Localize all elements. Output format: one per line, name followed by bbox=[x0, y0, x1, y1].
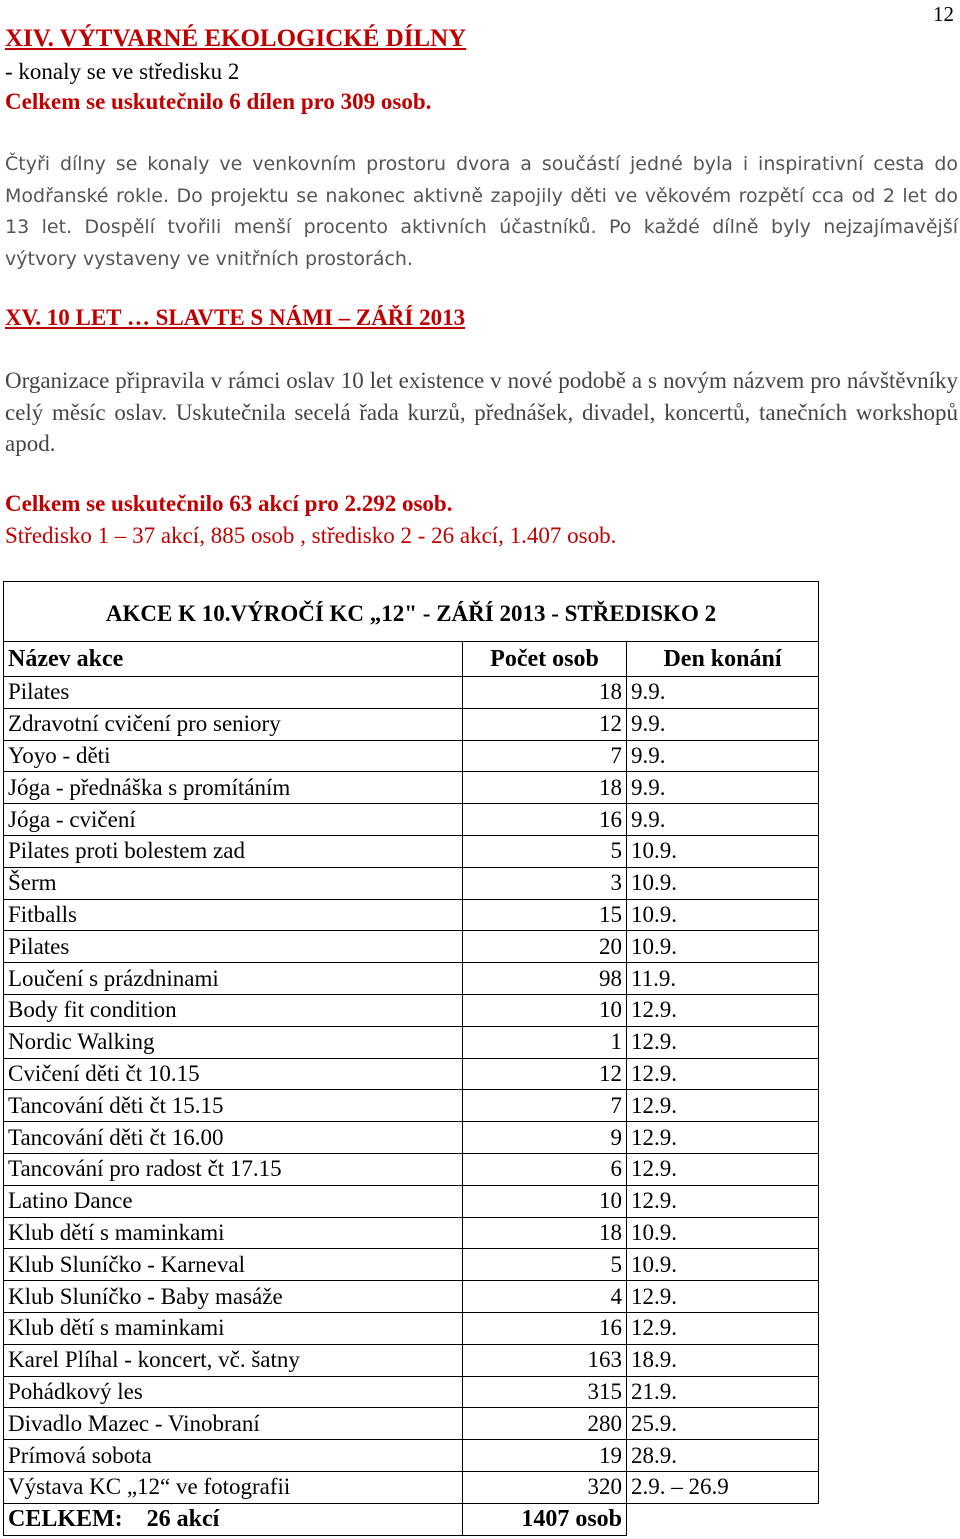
event-name-cell: Tancování děti čt 15.15 bbox=[4, 1090, 463, 1122]
section-14-subtitle: - konaly se ve středisku 2 bbox=[5, 59, 240, 84]
participant-count-cell: 315 bbox=[463, 1376, 627, 1408]
event-date-cell: 9.9. bbox=[627, 708, 819, 740]
table-row bbox=[4, 1249, 819, 1281]
event-date-cell: 12.9. bbox=[627, 1058, 819, 1090]
participant-count-cell: 280 bbox=[463, 1408, 627, 1440]
table-title-row bbox=[4, 582, 819, 642]
table-row bbox=[4, 1312, 819, 1344]
participant-count-cell: 5 bbox=[463, 835, 627, 867]
table-row bbox=[4, 1153, 819, 1185]
event-name-cell: Pilates bbox=[4, 931, 463, 963]
event-date-cell: 9.9. bbox=[627, 740, 819, 772]
event-name-cell: Klub Sluníčko - Karneval bbox=[4, 1249, 463, 1281]
event-name-cell: Pohádkový les bbox=[4, 1376, 463, 1408]
event-date-cell: 28.9. bbox=[627, 1440, 819, 1472]
event-name-cell: Šerm bbox=[4, 867, 463, 899]
section-15-heading: XV. 10 LET … SLAVTE S NÁMI – ZÁŘÍ 2013 bbox=[5, 305, 466, 330]
event-name-cell: Fitballs bbox=[4, 899, 463, 931]
participant-count-cell: 20 bbox=[463, 931, 627, 963]
event-date-cell: 12.9. bbox=[627, 1185, 819, 1217]
table-row bbox=[4, 994, 819, 1026]
participant-count-cell: 19 bbox=[463, 1440, 627, 1472]
participant-count-cell: 12 bbox=[463, 1058, 627, 1090]
table-title: AKCE K 10.VÝROČÍ KC „12" - ZÁŘÍ 2013 - STŘEDISKO 2 bbox=[4, 582, 819, 642]
event-name-cell: Karel Plíhal - koncert, vč. šatny bbox=[4, 1344, 463, 1376]
table-row bbox=[4, 804, 819, 836]
section-15-breakdown: Středisko 1 – 37 akcí, 885 osob , středisko 2 - 26 akcí, 1.407 osob. bbox=[5, 523, 617, 548]
table-row bbox=[4, 1122, 819, 1154]
header-name: Název akce bbox=[4, 642, 463, 677]
event-name-cell: Klub dětí s maminkami bbox=[4, 1217, 463, 1249]
event-date-cell: 9.9. bbox=[627, 677, 819, 709]
participant-count-cell: 12 bbox=[463, 708, 627, 740]
table-row bbox=[4, 740, 819, 772]
table-row bbox=[4, 931, 819, 963]
table-row bbox=[4, 1376, 819, 1408]
participant-count-cell: 18 bbox=[463, 772, 627, 804]
table-header-row bbox=[4, 642, 819, 677]
participant-count-cell: 7 bbox=[463, 740, 627, 772]
participant-count-cell: 320 bbox=[463, 1471, 627, 1503]
page-number: 12 bbox=[933, 2, 954, 26]
event-name-cell: Body fit condition bbox=[4, 994, 463, 1026]
participant-count-cell: 3 bbox=[463, 867, 627, 899]
table-row bbox=[4, 867, 819, 899]
participant-count-cell: 10 bbox=[463, 1185, 627, 1217]
event-name-cell: Tancování děti čt 16.00 bbox=[4, 1122, 463, 1154]
header-count: Počet osob bbox=[463, 642, 627, 677]
event-name-cell: Zdravotní cvičení pro seniory bbox=[4, 708, 463, 740]
table-row bbox=[4, 899, 819, 931]
event-date-cell: 12.9. bbox=[627, 1281, 819, 1313]
participant-count-cell: 163 bbox=[463, 1344, 627, 1376]
table-row bbox=[4, 1344, 819, 1376]
section-14-total: Celkem se uskutečnilo 6 dílen pro 309 osob. bbox=[5, 89, 432, 114]
event-date-cell: 18.9. bbox=[627, 1344, 819, 1376]
participant-count-cell: 9 bbox=[463, 1122, 627, 1154]
event-name-cell: Klub dětí s maminkami bbox=[4, 1312, 463, 1344]
participant-count-cell: 16 bbox=[463, 804, 627, 836]
event-name-cell: Pilates bbox=[4, 677, 463, 709]
table-row bbox=[4, 1408, 819, 1440]
participant-count-cell: 10 bbox=[463, 994, 627, 1026]
section-15-total: Celkem se uskutečnilo 63 akcí pro 2.292 osob. bbox=[5, 491, 453, 516]
event-date-cell: 11.9. bbox=[627, 963, 819, 995]
event-name-cell: Loučení s prázdninami bbox=[4, 963, 463, 995]
table-row bbox=[4, 772, 819, 804]
event-date-cell: 10.9. bbox=[627, 931, 819, 963]
event-name-cell: Nordic Walking bbox=[4, 1026, 463, 1058]
table-row bbox=[4, 1026, 819, 1058]
participant-count-cell: 18 bbox=[463, 677, 627, 709]
section-14-paragraph: Čtyři dílny se konaly ve venkovním prostoru dvora a součástí jedné byla i inspirativní cesta do Modřanské rokle. Do projektu se nakonec aktivně zapojily děti ve věkovém rozpětí cca od 2 let do 13 let. Dospělí tvořili menší procento aktivních účastníků. Po každé dílně byly nejzajímavější výtvory vystaveny ve vnitřních prostorách. bbox=[5, 153, 958, 270]
event-date-cell: 9.9. bbox=[627, 772, 819, 804]
event-date-cell: 2.9. – 26.9 bbox=[627, 1471, 819, 1503]
table-row bbox=[4, 1090, 819, 1122]
event-date-cell: 25.9. bbox=[627, 1408, 819, 1440]
event-date-cell: 12.9. bbox=[627, 1122, 819, 1154]
event-name-cell: Divadlo Mazec - Vinobraní bbox=[4, 1408, 463, 1440]
event-date-cell: 12.9. bbox=[627, 1153, 819, 1185]
participant-count-cell: 15 bbox=[463, 899, 627, 931]
table-row bbox=[4, 963, 819, 995]
event-date-cell: 10.9. bbox=[627, 835, 819, 867]
event-name-cell: Klub Sluníčko - Baby masáže bbox=[4, 1281, 463, 1313]
section-14-heading: XIV. VÝTVARNÉ EKOLOGICKÉ DÍLNY bbox=[5, 25, 467, 52]
event-name-cell: Pilates proti bolestem zad bbox=[4, 835, 463, 867]
table-row bbox=[4, 677, 819, 709]
participant-count-cell: 16 bbox=[463, 1312, 627, 1344]
event-date-cell: 12.9. bbox=[627, 994, 819, 1026]
participant-count-cell: 6 bbox=[463, 1153, 627, 1185]
event-name-cell: Jóga - cvičení bbox=[4, 804, 463, 836]
participant-count-cell: 1 bbox=[463, 1026, 627, 1058]
event-date-cell: 9.9. bbox=[627, 804, 819, 836]
table-row bbox=[4, 835, 819, 867]
event-name-cell: Tancování pro radost čt 17.15 bbox=[4, 1153, 463, 1185]
event-date-cell: 10.9. bbox=[627, 1249, 819, 1281]
event-name-cell: Prímová sobota bbox=[4, 1440, 463, 1472]
table-row bbox=[4, 1471, 819, 1503]
event-date-cell: 10.9. bbox=[627, 867, 819, 899]
event-date-cell: 12.9. bbox=[627, 1090, 819, 1122]
participant-count-cell: 7 bbox=[463, 1090, 627, 1122]
events-table bbox=[3, 581, 819, 1536]
section-15-paragraph: Organizace připravila v rámci oslav 10 let existence v nové podobě a s novým názvem pro návštěvníky celý měsíc oslav. Uskutečnila secelá řada kurzů, přednášek, divadel, koncertů, tanečních workshopů apod. bbox=[5, 368, 958, 456]
table-row bbox=[4, 1217, 819, 1249]
event-name-cell: Cvičení děti čt 10.15 bbox=[4, 1058, 463, 1090]
event-name-cell: Latino Dance bbox=[4, 1185, 463, 1217]
event-date-cell: 10.9. bbox=[627, 1217, 819, 1249]
event-date-cell: 12.9. bbox=[627, 1026, 819, 1058]
table-summary-row bbox=[4, 1503, 819, 1535]
table-row bbox=[4, 1281, 819, 1313]
summary-label: CELKEM: 26 akcí bbox=[4, 1503, 463, 1535]
event-date-cell: 12.9. bbox=[627, 1312, 819, 1344]
summary-empty-cell bbox=[627, 1503, 819, 1535]
table-row bbox=[4, 1440, 819, 1472]
participant-count-cell: 5 bbox=[463, 1249, 627, 1281]
summary-count: 1407 osob bbox=[463, 1503, 627, 1535]
event-name-cell: Yoyo - děti bbox=[4, 740, 463, 772]
event-name-cell: Výstava KC „12“ ve fotografii bbox=[4, 1471, 463, 1503]
participant-count-cell: 18 bbox=[463, 1217, 627, 1249]
table-row bbox=[4, 1058, 819, 1090]
table-row bbox=[4, 708, 819, 740]
event-name-cell: Jóga - přednáška s promítáním bbox=[4, 772, 463, 804]
table-row bbox=[4, 1185, 819, 1217]
participant-count-cell: 4 bbox=[463, 1281, 627, 1313]
event-date-cell: 10.9. bbox=[627, 899, 819, 931]
participant-count-cell: 98 bbox=[463, 963, 627, 995]
header-date: Den konání bbox=[627, 642, 819, 677]
event-date-cell: 21.9. bbox=[627, 1376, 819, 1408]
